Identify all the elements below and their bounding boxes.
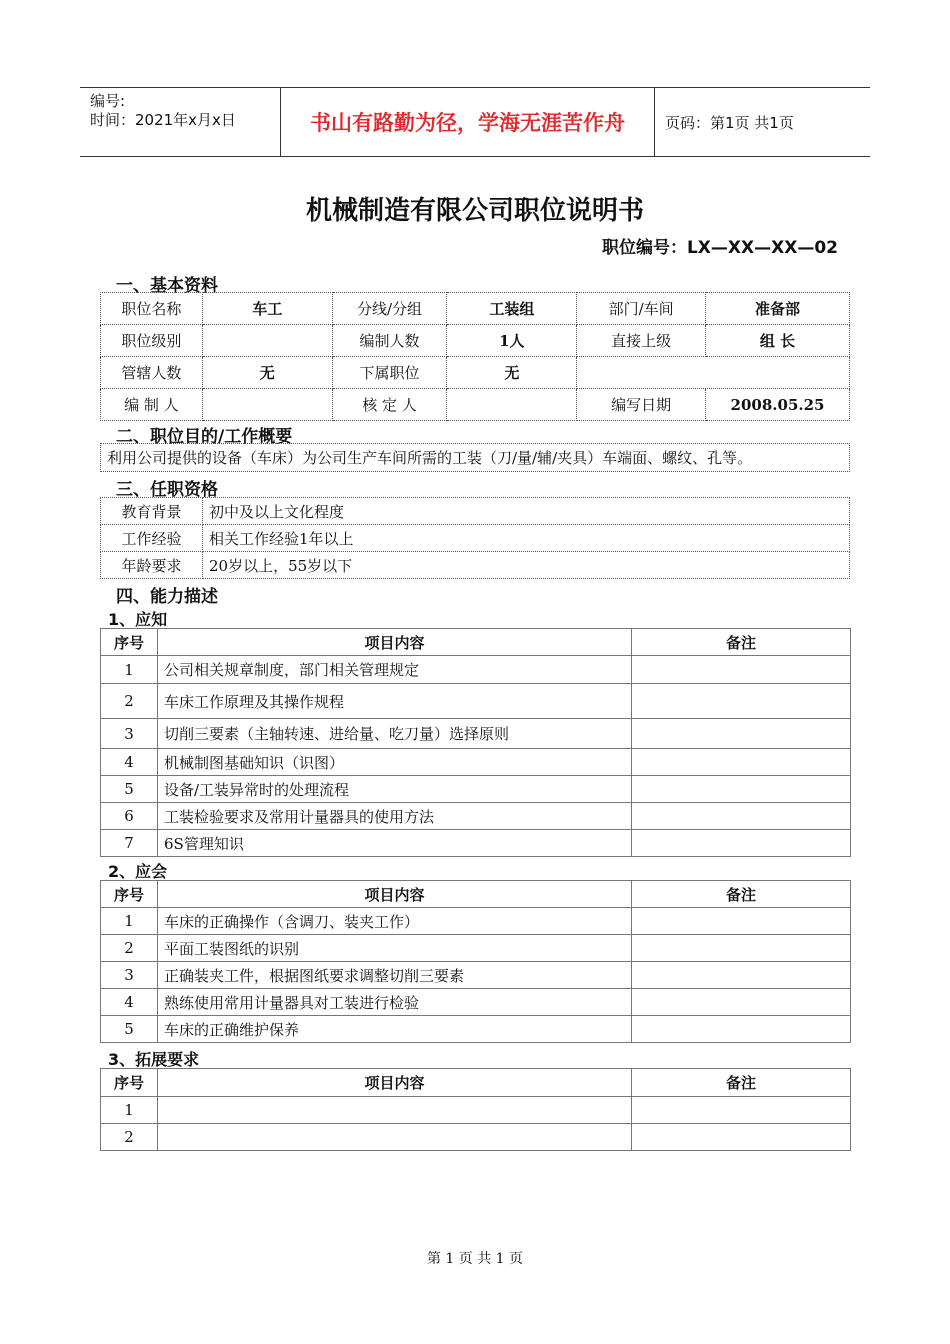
ability-content bbox=[158, 1124, 632, 1151]
ability-content: 公司相关规章制度，部门相关管理规定 bbox=[158, 656, 632, 684]
ability-row bbox=[101, 776, 851, 803]
basic-info-label: 职位级别 bbox=[101, 325, 203, 357]
ability-content: 工装检验要求及常用计量器具的使用方法 bbox=[158, 803, 632, 830]
basic-info-value: 车工 bbox=[202, 293, 332, 325]
ability-remark bbox=[632, 935, 851, 962]
qualification-row bbox=[101, 552, 850, 579]
ability-no: 2 bbox=[101, 935, 158, 962]
ability-row bbox=[101, 1016, 851, 1043]
ability-remark bbox=[632, 1016, 851, 1043]
header-meta bbox=[80, 88, 281, 156]
qualification-row bbox=[101, 525, 850, 552]
ability-header-row bbox=[101, 629, 851, 656]
basic-info-label: 职位名称 bbox=[101, 293, 203, 325]
ability-header-row bbox=[101, 881, 851, 908]
basic-info-value: 无 bbox=[202, 357, 332, 389]
ability-content: 机械制图基础知识（识图） bbox=[158, 749, 632, 776]
header-remark: 备注 bbox=[632, 881, 851, 908]
ability-remark bbox=[632, 1124, 851, 1151]
ability-content: 正确装夹工件，根据图纸要求调整切削三要素 bbox=[158, 962, 632, 989]
subsection-know: 1、应知 bbox=[108, 610, 168, 629]
subsection-can: 2、应会 bbox=[108, 862, 168, 881]
ability-no: 2 bbox=[101, 684, 158, 719]
ability-no: 5 bbox=[101, 776, 158, 803]
subsection-extend: 3、拓展要求 bbox=[108, 1050, 200, 1069]
basic-info-row bbox=[101, 357, 850, 389]
ability-remark bbox=[632, 803, 851, 830]
ability-no: 1 bbox=[101, 656, 158, 684]
header-no: 序号 bbox=[101, 1069, 158, 1097]
basic-info-value: 1人 bbox=[447, 325, 577, 357]
ability-row bbox=[101, 684, 851, 719]
ability-remark bbox=[632, 749, 851, 776]
ability-row bbox=[101, 749, 851, 776]
time-label: 时间：2021年x月x日 bbox=[90, 111, 236, 129]
ability-no: 4 bbox=[101, 749, 158, 776]
basic-info-label: 编制人数 bbox=[332, 325, 447, 357]
ability-content: 车床工作原理及其操作规程 bbox=[158, 684, 632, 719]
basic-info-row bbox=[101, 325, 850, 357]
ability-row bbox=[101, 1097, 851, 1124]
section-abilities: 四、能力描述 bbox=[116, 587, 218, 607]
basic-info-value: 2008.05.25 bbox=[706, 389, 850, 421]
qualification-row bbox=[101, 498, 850, 525]
basic-info-label: 编写日期 bbox=[577, 389, 706, 421]
can-table bbox=[100, 880, 851, 1043]
basic-info-label: 下属职位 bbox=[332, 357, 447, 389]
basic-info-row bbox=[101, 389, 850, 421]
document-title: 机械制造有限公司职位说明书 bbox=[305, 196, 644, 226]
ability-remark bbox=[632, 962, 851, 989]
basic-info-value bbox=[202, 389, 332, 421]
ability-content: 切削三要素（主轴转速、进给量、吃刀量）选择原则 bbox=[158, 719, 632, 749]
basic-info-label: 部门/车间 bbox=[577, 293, 706, 325]
basic-info-table bbox=[100, 292, 850, 421]
ability-row bbox=[101, 962, 851, 989]
basic-info-empty bbox=[577, 357, 850, 389]
ability-header-row bbox=[101, 1069, 851, 1097]
basic-info-value: 组 长 bbox=[706, 325, 850, 357]
section-purpose: 二、职位目的/工作概要 bbox=[116, 427, 293, 447]
purpose-table bbox=[100, 443, 850, 472]
basic-info-value: 准备部 bbox=[706, 293, 850, 325]
ability-row bbox=[101, 830, 851, 857]
ability-row bbox=[101, 719, 851, 749]
position-number: 职位编号：LX—XX—XX—02 bbox=[601, 238, 838, 258]
basic-info-label: 核 定 人 bbox=[332, 389, 447, 421]
ability-no: 3 bbox=[101, 719, 158, 749]
ability-no: 7 bbox=[101, 830, 158, 857]
qualifications-table bbox=[100, 497, 850, 579]
qualification-label: 教育背景 bbox=[101, 498, 203, 525]
header-motto: 书山有路勤为径，学海无涯苦作舟 bbox=[281, 88, 655, 156]
ability-content: 熟练使用常用计量器具对工装进行检验 bbox=[158, 989, 632, 1016]
header-remark: 备注 bbox=[632, 1069, 851, 1097]
qualification-value: 初中及以上文化程度 bbox=[203, 498, 850, 525]
basic-info-label: 分线/分组 bbox=[332, 293, 447, 325]
ability-content: 车床的正确操作（含调刀、装夹工作） bbox=[158, 908, 632, 935]
basic-info-label: 直接上级 bbox=[577, 325, 706, 357]
ability-remark bbox=[632, 656, 851, 684]
ability-remark bbox=[632, 719, 851, 749]
ability-no: 2 bbox=[101, 1124, 158, 1151]
qualification-label: 工作经验 bbox=[101, 525, 203, 552]
ability-remark bbox=[632, 684, 851, 719]
ability-remark bbox=[632, 989, 851, 1016]
ability-row bbox=[101, 656, 851, 684]
know-table bbox=[100, 628, 851, 857]
extend-table bbox=[100, 1068, 851, 1151]
document-header bbox=[80, 87, 870, 157]
header-content: 项目内容 bbox=[158, 881, 632, 908]
qualification-value: 相关工作经验1年以上 bbox=[203, 525, 850, 552]
basic-info-label: 编 制 人 bbox=[101, 389, 203, 421]
ability-content bbox=[158, 1097, 632, 1124]
section-qualifications: 三、任职资格 bbox=[116, 480, 218, 500]
number-label: 编号: bbox=[90, 92, 126, 110]
basic-info-value: 无 bbox=[447, 357, 577, 389]
header-content: 项目内容 bbox=[158, 1069, 632, 1097]
section-basic-info: 一、基本资料 bbox=[116, 276, 218, 296]
ability-content: 6S管理知识 bbox=[158, 830, 632, 857]
ability-remark bbox=[632, 776, 851, 803]
basic-info-row bbox=[101, 293, 850, 325]
ability-row bbox=[101, 1124, 851, 1151]
ability-no: 5 bbox=[101, 1016, 158, 1043]
ability-remark bbox=[632, 830, 851, 857]
purpose-text: 利用公司提供的设备（车床）为公司生产车间所需的工装（刀/量/辅/夹具）车端面、螺纹、孔等。 bbox=[101, 444, 850, 472]
ability-no: 3 bbox=[101, 962, 158, 989]
qualification-label: 年龄要求 bbox=[101, 552, 203, 579]
header-content: 项目内容 bbox=[158, 629, 632, 656]
ability-remark bbox=[632, 1097, 851, 1124]
basic-info-value: 工装组 bbox=[447, 293, 577, 325]
ability-remark bbox=[632, 908, 851, 935]
ability-row bbox=[101, 803, 851, 830]
ability-no: 1 bbox=[101, 1097, 158, 1124]
ability-row bbox=[101, 935, 851, 962]
ability-content: 设备/工装异常时的处理流程 bbox=[158, 776, 632, 803]
basic-info-value bbox=[202, 325, 332, 357]
header-remark: 备注 bbox=[632, 629, 851, 656]
ability-no: 4 bbox=[101, 989, 158, 1016]
header-no: 序号 bbox=[101, 881, 158, 908]
ability-row bbox=[101, 908, 851, 935]
header-page-code: 页码：第1页 共1页 bbox=[665, 113, 794, 132]
header-no: 序号 bbox=[101, 629, 158, 656]
ability-no: 1 bbox=[101, 908, 158, 935]
ability-content: 平面工装图纸的识别 bbox=[158, 935, 632, 962]
basic-info-label: 管辖人数 bbox=[101, 357, 203, 389]
basic-info-value bbox=[447, 389, 577, 421]
ability-content: 车床的正确维护保养 bbox=[158, 1016, 632, 1043]
page-footer: 第 1 页 共 1 页 bbox=[426, 1251, 524, 1267]
ability-row bbox=[101, 989, 851, 1016]
qualification-value: 20岁以上，55岁以下 bbox=[203, 552, 850, 579]
ability-no: 6 bbox=[101, 803, 158, 830]
